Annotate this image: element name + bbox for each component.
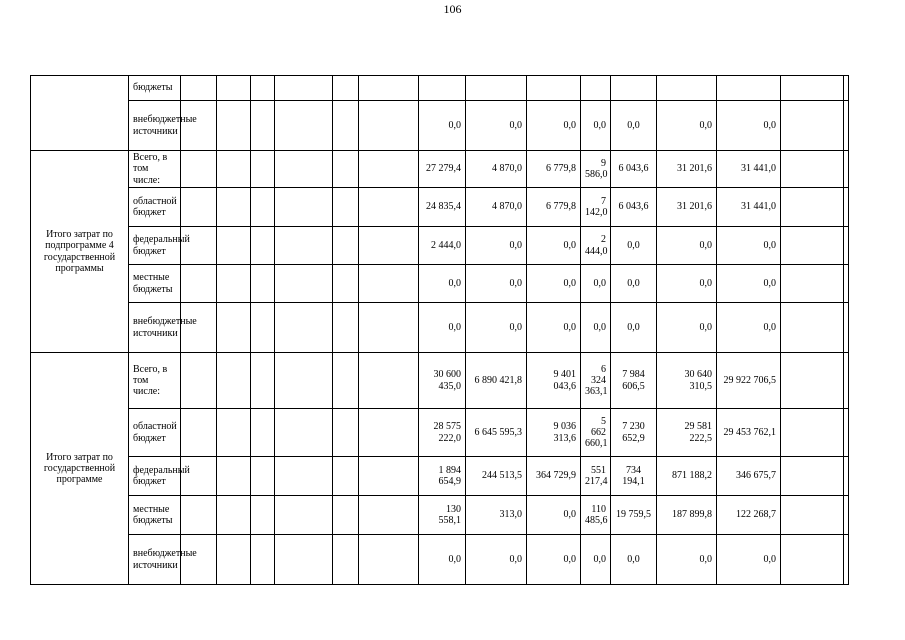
empty-cell — [359, 265, 419, 303]
empty-cell — [251, 227, 275, 265]
empty-cell — [333, 457, 359, 496]
empty-cell — [251, 303, 275, 353]
empty-cell — [844, 265, 849, 303]
value-cell: 29 453 762,1 — [717, 409, 781, 457]
empty-cell — [333, 265, 359, 303]
value-cell — [419, 76, 466, 101]
value-cell: 30 600 435,0 — [419, 353, 466, 409]
empty-cell — [251, 457, 275, 496]
table-row — [31, 535, 849, 585]
empty-cell — [275, 265, 333, 303]
value-cell: 187 899,8 — [657, 496, 717, 535]
value-cell: 0,0 — [611, 535, 657, 585]
empty-cell — [217, 303, 251, 353]
value-cell: 0,0 — [419, 303, 466, 353]
empty-cell — [781, 151, 844, 188]
value-cell: 6 779,8 — [527, 151, 581, 188]
empty-cell — [359, 353, 419, 409]
value-cell: 1 894 654,9 — [419, 457, 466, 496]
value-cell: 4 870,0 — [466, 188, 527, 227]
value-cell: 19 759,5 — [611, 496, 657, 535]
section-title-cell — [31, 76, 129, 151]
empty-cell — [181, 227, 217, 265]
value-cell: 6 043,6 — [611, 188, 657, 227]
empty-cell — [844, 188, 849, 227]
empty-cell — [359, 101, 419, 151]
table-row — [31, 151, 849, 188]
value-cell: 0,0 — [419, 265, 466, 303]
empty-cell — [181, 496, 217, 535]
value-cell: 0,0 — [466, 227, 527, 265]
empty-cell — [781, 101, 844, 151]
empty-cell — [844, 151, 849, 188]
page-number: 106 — [443, 2, 462, 16]
empty-cell — [333, 151, 359, 188]
funding-source-cell: областной бюджет — [129, 188, 181, 227]
value-cell: 0,0 — [581, 101, 611, 151]
value-cell: 0,0 — [657, 101, 717, 151]
empty-cell — [181, 76, 217, 101]
empty-cell — [251, 265, 275, 303]
value-cell: 9 586,0 — [581, 151, 611, 188]
empty-cell — [275, 76, 333, 101]
budget-table — [30, 75, 849, 585]
empty-cell — [359, 188, 419, 227]
empty-cell — [844, 535, 849, 585]
table-body — [31, 76, 849, 585]
value-cell: 7 984 606,5 — [611, 353, 657, 409]
empty-cell — [333, 101, 359, 151]
value-cell — [611, 76, 657, 101]
value-cell: 30 640 310,5 — [657, 353, 717, 409]
empty-cell — [251, 353, 275, 409]
value-cell: 0,0 — [717, 227, 781, 265]
empty-cell — [844, 409, 849, 457]
value-cell: 0,0 — [466, 535, 527, 585]
empty-cell — [781, 227, 844, 265]
value-cell: 0,0 — [581, 265, 611, 303]
value-cell: 0,0 — [657, 535, 717, 585]
value-cell: 9 036 313,6 — [527, 409, 581, 457]
empty-cell — [781, 76, 844, 101]
empty-cell — [217, 409, 251, 457]
value-cell: 9 401 043,6 — [527, 353, 581, 409]
empty-cell — [781, 353, 844, 409]
empty-cell — [275, 457, 333, 496]
value-cell: 7 230 652,9 — [611, 409, 657, 457]
table-row — [31, 409, 849, 457]
empty-cell — [844, 101, 849, 151]
value-cell: 6 645 595,3 — [466, 409, 527, 457]
value-cell: 31 201,6 — [657, 188, 717, 227]
empty-cell — [359, 151, 419, 188]
empty-cell — [217, 227, 251, 265]
empty-cell — [217, 101, 251, 151]
empty-cell — [844, 353, 849, 409]
table-row — [31, 101, 849, 151]
empty-cell — [844, 496, 849, 535]
value-cell: 27 279,4 — [419, 151, 466, 188]
empty-cell — [181, 535, 217, 585]
empty-cell — [251, 535, 275, 585]
value-cell: 0,0 — [581, 303, 611, 353]
value-cell: 6 779,8 — [527, 188, 581, 227]
empty-cell — [844, 76, 849, 101]
value-cell — [581, 76, 611, 101]
empty-cell — [181, 409, 217, 457]
empty-cell — [781, 188, 844, 227]
empty-cell — [181, 265, 217, 303]
empty-cell — [359, 76, 419, 101]
value-cell: 5 662 660,1 — [581, 409, 611, 457]
value-cell: 28 575 222,0 — [419, 409, 466, 457]
empty-cell — [333, 227, 359, 265]
empty-cell — [781, 265, 844, 303]
empty-cell — [275, 151, 333, 188]
funding-source-cell: федеральный бюджет — [129, 457, 181, 496]
empty-cell — [251, 496, 275, 535]
empty-cell — [217, 535, 251, 585]
empty-cell — [844, 227, 849, 265]
empty-cell — [217, 188, 251, 227]
table-row — [31, 303, 849, 353]
empty-cell — [217, 496, 251, 535]
empty-cell — [217, 151, 251, 188]
empty-cell — [275, 353, 333, 409]
empty-cell — [275, 535, 333, 585]
value-cell — [717, 76, 781, 101]
value-cell: 0,0 — [466, 265, 527, 303]
empty-cell — [333, 303, 359, 353]
value-cell: 0,0 — [466, 303, 527, 353]
value-cell: 0,0 — [611, 101, 657, 151]
value-cell: 551 217,4 — [581, 457, 611, 496]
value-cell: 0,0 — [611, 227, 657, 265]
empty-cell — [181, 457, 217, 496]
value-cell: 6 043,6 — [611, 151, 657, 188]
empty-cell — [251, 76, 275, 101]
value-cell: 31 201,6 — [657, 151, 717, 188]
value-cell: 4 870,0 — [466, 151, 527, 188]
value-cell: 244 513,5 — [466, 457, 527, 496]
funding-source-cell: внебюджетные источники — [129, 101, 181, 151]
value-cell: 0,0 — [717, 535, 781, 585]
value-cell: 6 890 421,8 — [466, 353, 527, 409]
value-cell — [657, 76, 717, 101]
value-cell: 0,0 — [466, 101, 527, 151]
value-cell: 0,0 — [717, 265, 781, 303]
value-cell: 6 324 363,1 — [581, 353, 611, 409]
table-row — [31, 496, 849, 535]
empty-cell — [781, 409, 844, 457]
empty-cell — [275, 101, 333, 151]
empty-cell — [217, 457, 251, 496]
empty-cell — [781, 535, 844, 585]
empty-cell — [251, 188, 275, 227]
table-row — [31, 76, 849, 101]
funding-source-cell: областной бюджет — [129, 409, 181, 457]
table-row — [31, 188, 849, 227]
funding-source-cell: местные бюджеты — [129, 496, 181, 535]
value-cell: 0,0 — [657, 227, 717, 265]
empty-cell — [181, 188, 217, 227]
funding-source-cell: федеральный бюджет — [129, 227, 181, 265]
value-cell: 24 835,4 — [419, 188, 466, 227]
value-cell: 346 675,7 — [717, 457, 781, 496]
value-cell: 0,0 — [419, 101, 466, 151]
value-cell: 0,0 — [527, 496, 581, 535]
empty-cell — [333, 409, 359, 457]
value-cell: 0,0 — [657, 303, 717, 353]
value-cell: 122 268,7 — [717, 496, 781, 535]
funding-source-cell: внебюджетные источники — [129, 303, 181, 353]
empty-cell — [333, 76, 359, 101]
value-cell: 31 441,0 — [717, 188, 781, 227]
empty-cell — [251, 101, 275, 151]
table-row — [31, 457, 849, 496]
empty-cell — [359, 227, 419, 265]
value-cell: 734 194,1 — [611, 457, 657, 496]
funding-source-cell: Всего, в том числе: — [129, 353, 181, 409]
empty-cell — [251, 151, 275, 188]
empty-cell — [217, 265, 251, 303]
empty-cell — [333, 535, 359, 585]
value-cell: 0,0 — [419, 535, 466, 585]
empty-cell — [181, 303, 217, 353]
value-cell: 364 729,9 — [527, 457, 581, 496]
value-cell: 2 444,0 — [581, 227, 611, 265]
empty-cell — [359, 303, 419, 353]
value-cell: 130 558,1 — [419, 496, 466, 535]
empty-cell — [333, 188, 359, 227]
value-cell: 0,0 — [611, 265, 657, 303]
value-cell: 0,0 — [717, 101, 781, 151]
funding-source-cell: бюджеты — [129, 76, 181, 101]
empty-cell — [275, 496, 333, 535]
empty-cell — [359, 409, 419, 457]
empty-cell — [181, 101, 217, 151]
empty-cell — [359, 496, 419, 535]
empty-cell — [333, 496, 359, 535]
value-cell: 0,0 — [527, 303, 581, 353]
value-cell: 110 485,6 — [581, 496, 611, 535]
table-row — [31, 353, 849, 409]
empty-cell — [181, 353, 217, 409]
value-cell: 0,0 — [527, 535, 581, 585]
empty-cell — [781, 457, 844, 496]
value-cell: 0,0 — [717, 303, 781, 353]
value-cell: 0,0 — [527, 101, 581, 151]
empty-cell — [275, 188, 333, 227]
value-cell: 2 444,0 — [419, 227, 466, 265]
table-row — [31, 227, 849, 265]
empty-cell — [217, 76, 251, 101]
section-title-cell: Итого затрат по государственной программе — [31, 353, 129, 585]
empty-cell — [844, 303, 849, 353]
empty-cell — [781, 496, 844, 535]
empty-cell — [251, 409, 275, 457]
funding-source-cell: Всего, в том числе: — [129, 151, 181, 188]
value-cell: 0,0 — [581, 535, 611, 585]
funding-source-cell: местные бюджеты — [129, 265, 181, 303]
funding-source-cell: внебюджетные источники — [129, 535, 181, 585]
table-row — [31, 265, 849, 303]
empty-cell — [217, 353, 251, 409]
value-cell: 7 142,0 — [581, 188, 611, 227]
empty-cell — [359, 535, 419, 585]
empty-cell — [181, 151, 217, 188]
empty-cell — [275, 227, 333, 265]
empty-cell — [781, 303, 844, 353]
value-cell: 313,0 — [466, 496, 527, 535]
empty-cell — [844, 457, 849, 496]
value-cell — [527, 76, 581, 101]
empty-cell — [275, 409, 333, 457]
empty-cell — [333, 353, 359, 409]
value-cell: 0,0 — [657, 265, 717, 303]
value-cell: 0,0 — [527, 265, 581, 303]
value-cell — [466, 76, 527, 101]
empty-cell — [275, 303, 333, 353]
section-title-cell: Итого затрат по подпрограмме 4 государственной программы — [31, 151, 129, 353]
value-cell: 29 581 222,5 — [657, 409, 717, 457]
value-cell: 0,0 — [527, 227, 581, 265]
value-cell: 29 922 706,5 — [717, 353, 781, 409]
empty-cell — [359, 457, 419, 496]
value-cell: 31 441,0 — [717, 151, 781, 188]
value-cell: 0,0 — [611, 303, 657, 353]
value-cell: 871 188,2 — [657, 457, 717, 496]
